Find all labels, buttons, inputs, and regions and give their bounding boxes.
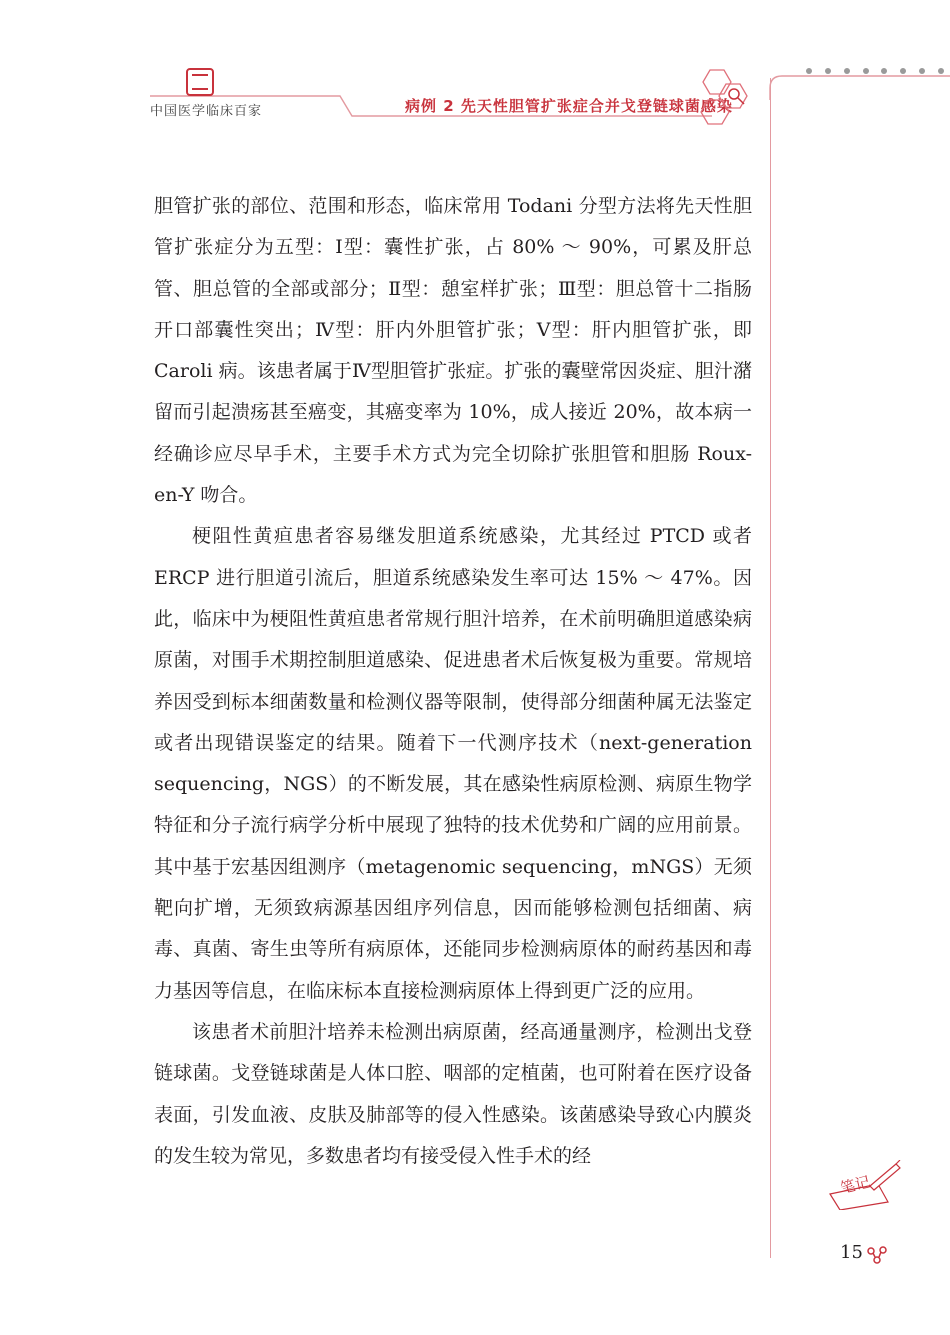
body-text [154,186,752,1177]
notes-margin-rule [770,78,771,1258]
page-header [0,0,950,140]
paragraph-classification: 胆管扩张的部位、范围和形态，临床常用 Todani 分型方法将先天性胆管扩张症分为五型：Ⅰ型：囊性扩张，占 80% ～ 90%，可累及肝总管、胆总管的全部或部分；Ⅱ型：憩室样扩张；Ⅲ型：胆总管十二指肠开口部囊性突出；Ⅳ型：肝内外胆管扩张；Ⅴ型：肝内胆管扩张，即 Caroli 病。该患者属于Ⅳ型胆管扩张症。扩张的囊壁常因炎症、胆汁潴留而引起溃疡甚至癌变，其癌变率为 10%，成人接近 20%，故本病一经确诊应尽早手术，主要手术方式为完全切除扩张胆管和胆肠 Roux-en-Y 吻合。 [154,195,752,507]
notes-label: 笔记 [838,1172,872,1198]
paragraph-streptococcus: 该患者术前胆汁培养未检测出病原菌，经高通量测序，检测出戈登链球菌。戈登链球菌是人体口腔、咽部的定植菌，也可附着在医疗设备表面，引发血液、皮肤及肺部等的侵入性感染。该菌感染导致心内膜炎的发生较为常见，多数患者均有接受侵入性手术的经 [154,1020,752,1167]
case-title: 病例 2 先天性胆管扩张症合并戈登链球菌感染 [405,97,733,115]
series-title: 中国医学临床百家 [150,104,263,119]
notebook-binding-rings [806,68,950,82]
molecule-icon [866,1245,890,1265]
paragraph-infection-ngs: 梗阻性黄疸患者容易继发胆道系统感染，尤其经过 PTCD 或者 ERCP 进行胆道引流后，胆道系统感染发生率可达 15% ～ 47%。因此，临床中为梗阻性黄疸患者常规行胆汁培养，在术前明确胆道感染病原菌，对围手术期控制胆道感染、促进患者术后恢复极为重要。常规培养因受到标本细菌数量和检测仪器等限制，使得部分细菌种属无法鉴定或者出现错误鉴定的结果。随着下一代测序技术（next-generation sequencing，NGS）的不断发展，其在感染性病原检测、病原生物学特征和分子流行病学分析中展现了独特的技术优势和广阔的应用前景。其中基于宏基因组测序（metagenomic sequencing，mNGS）无须靶向扩增，无须致病源基因组序列信息，因而能够检测包括细菌、病毒、真菌、寄生虫等所有病原体，还能同步检测病原体的耐药基因和毒力基因等信息，在临床标本直接检测病原体上得到更广泛的应用。 [154,525,752,1002]
publisher-logo [186,68,214,96]
hexagon-decoration-icon [694,66,754,130]
page-number: 15 [840,1242,863,1263]
